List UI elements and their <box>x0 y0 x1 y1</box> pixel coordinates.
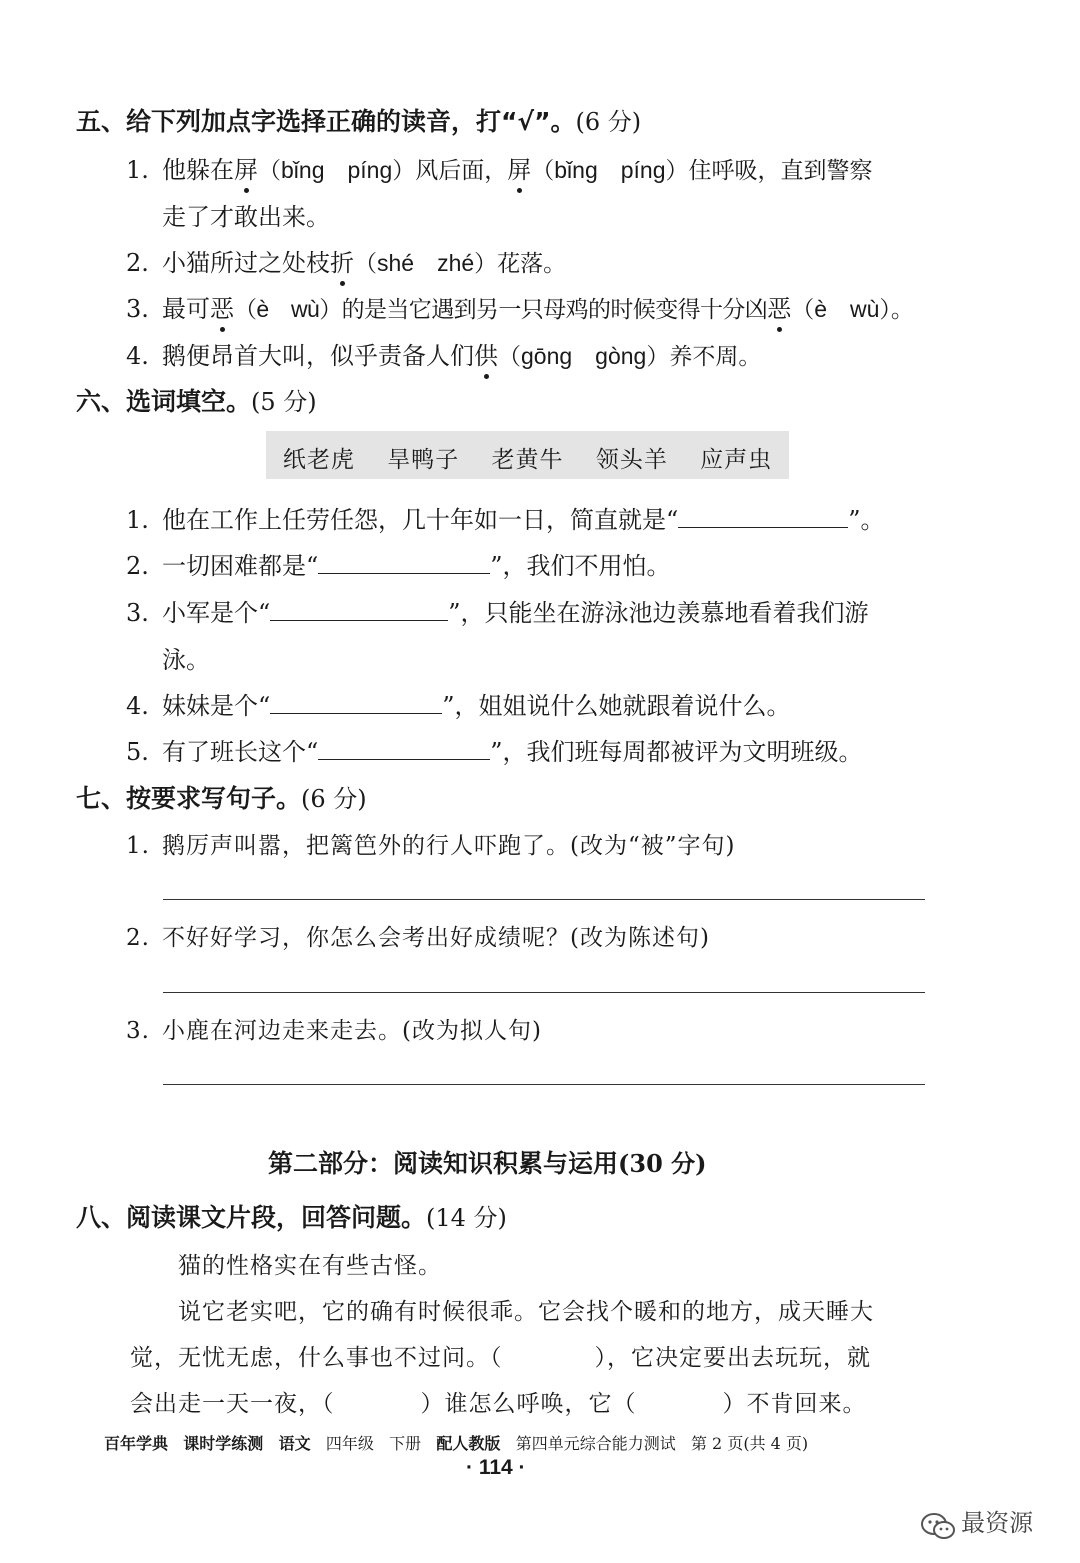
section8-score: (14 分) <box>426 1204 507 1232</box>
s7-item-3 <box>126 1012 542 1045</box>
part2-heading <box>268 1144 706 1180</box>
passage-text: ），它决定要出去玩玩，就 <box>594 1345 871 1371</box>
word-option: 旱鸭子 <box>387 447 460 473</box>
passage-line-1: 猫的性格实在有些古怪。 <box>178 1253 442 1279</box>
fill-blank[interactable] <box>270 691 442 714</box>
passage-line-2: 说它老实吧，它的确有时候很乖。它会找个暖和的地方，成天睡大 <box>178 1299 874 1325</box>
passage-text: ）谁怎么呼唤，它（ <box>420 1391 637 1417</box>
answer-line[interactable] <box>163 1084 925 1085</box>
section6-score: (5 分) <box>251 388 317 416</box>
item-text: ”，姐姐说什么她就跟着说什么。 <box>442 692 791 720</box>
footer-brand: 百年学典 <box>104 1434 169 1453</box>
s5-item-1-cont: 走了才敢出来。 <box>162 203 330 231</box>
footer-grade: 四年级 <box>325 1434 374 1453</box>
pinyin-options[interactable]: （bǐng píng）风后面， <box>258 157 508 183</box>
s6-item-1 <box>126 500 885 535</box>
dotted-char: 恶 <box>767 295 792 323</box>
section8-title: 八、阅读课文片段，回答问题。 <box>76 1203 427 1232</box>
word-option: 老黄牛 <box>491 447 564 473</box>
item-text: 一切困难都是“ <box>162 552 319 580</box>
s6-item-3-cont: 泳。 <box>162 646 210 674</box>
item-text: 小军是个“ <box>162 599 271 627</box>
watermark-text: 最资源 <box>961 1509 1034 1537</box>
item-number: 3. <box>126 1018 150 1044</box>
s5-item-3 <box>126 289 914 324</box>
dotted-char: 屏 <box>507 156 532 184</box>
item-text: 不好好学习，你怎么会考出好成绩呢？(改为陈述句) <box>162 925 710 951</box>
fill-blank[interactable] <box>318 551 490 574</box>
item-number: 2. <box>126 552 149 580</box>
item-number: 1. <box>126 156 149 184</box>
item-text: 最可 <box>162 295 210 323</box>
item-text: ”。 <box>848 506 885 534</box>
pinyin-options[interactable]: （è wù）。 <box>791 296 914 322</box>
item-text: 他躲在 <box>162 156 234 184</box>
s7-item-2 <box>126 919 710 952</box>
s7-item-1 <box>126 827 735 860</box>
passage-line-4 <box>130 1385 867 1418</box>
fill-blank[interactable] <box>678 505 848 528</box>
pinyin-options[interactable]: （shé zhé）花落。 <box>354 250 567 276</box>
item-number: 1. <box>126 506 149 534</box>
word-option: 纸老虎 <box>282 447 355 473</box>
s5-item-1 <box>126 150 873 185</box>
watermark <box>920 1503 1033 1542</box>
word-option: 领头羊 <box>595 447 668 473</box>
dotted-char: 恶 <box>210 295 234 323</box>
footer-page-info: 第 2 页(共 4 页) <box>690 1434 809 1453</box>
item-number: 2. <box>126 925 150 951</box>
section5-title: 五、给下列加点字选择正确的读音，打“√”。 <box>76 107 576 136</box>
item-text: 小猫所过之处枝 <box>162 249 330 277</box>
section6-title: 六、选词填空。 <box>76 387 252 416</box>
item-text: 他在工作上任劳任怨，几十年如一日，简直就是“ <box>162 506 679 534</box>
item-text: ”，我们班每周都被评为文明班级。 <box>490 738 863 766</box>
item-text: 鹅厉声叫嚣，把篱笆外的行人吓跑了。(改为“被”字句) <box>162 833 736 859</box>
dotted-char: 折 <box>330 249 354 277</box>
passage-text: 觉，无忧无虑，什么事也不过问。（ <box>130 1345 503 1371</box>
section7-title: 七、按要求写句子。 <box>76 784 302 813</box>
word-bank <box>266 431 789 479</box>
part2-title: 第二部分：阅读知识积累与运用 <box>268 1149 619 1178</box>
item-text: 有了班长这个“ <box>162 738 319 766</box>
item-text: 小鹿在河边走来走去。(改为拟人句) <box>162 1018 542 1044</box>
s6-item-5 <box>126 732 863 767</box>
item-text: 鹅便昂首大叫，似乎责备人们 <box>162 342 474 370</box>
passage-text: 会出走一天一夜，（ <box>130 1391 335 1417</box>
s6-item-2 <box>126 546 671 581</box>
s5-item-4 <box>126 336 761 371</box>
wechat-icon <box>920 1512 956 1542</box>
footer-subject: 语文 <box>278 1434 311 1453</box>
dotted-char: 供 <box>474 342 498 370</box>
passage-text: ）不肯回来。 <box>722 1391 867 1417</box>
footer-test: 第四单元综合能力测试 <box>515 1434 676 1453</box>
section5-score: (6 分) <box>575 108 642 136</box>
fill-blank[interactable] <box>270 598 448 621</box>
item-text: 妹妹是个“ <box>162 692 271 720</box>
item-number: 5. <box>126 738 149 766</box>
fill-blank[interactable] <box>318 737 490 760</box>
s6-item-3 <box>126 593 869 628</box>
passage-line-3 <box>130 1339 871 1372</box>
item-text: ”，我们不用怕。 <box>490 552 671 580</box>
pinyin-options[interactable]: （è wù）的是当它遇到另一只母鸡的时候变得十分凶 <box>234 296 768 322</box>
section5-heading <box>76 102 641 138</box>
footer-edition: 配人教版 <box>436 1434 501 1453</box>
item-number: 1. <box>126 833 150 859</box>
item-number: 3. <box>126 599 149 627</box>
section8-heading <box>76 1198 507 1234</box>
pinyin-options[interactable]: （bǐng píng）住呼吸，直到警察 <box>531 157 873 183</box>
s6-item-4 <box>126 686 791 721</box>
item-number: 4. <box>126 342 149 370</box>
item-number: 2. <box>126 249 149 277</box>
item-text: ”，只能坐在游泳池边羡慕地看着我们游 <box>448 599 869 627</box>
section7-score: (6 分) <box>301 785 367 813</box>
answer-line[interactable] <box>163 992 925 993</box>
section7-heading <box>76 779 367 815</box>
dotted-char: 屏 <box>234 156 258 184</box>
section6-heading <box>76 382 317 418</box>
pinyin-options[interactable]: （gōng gòng）养不周。 <box>498 343 762 369</box>
item-number: 3. <box>126 295 149 323</box>
page-footer <box>104 1431 808 1454</box>
part2-score: (30 分) <box>618 1149 707 1178</box>
s5-item-2 <box>126 243 566 278</box>
page-number: · 114 · <box>466 1456 526 1479</box>
word-option: 应声虫 <box>700 447 773 473</box>
footer-term: 下册 <box>389 1434 422 1453</box>
footer-series: 课时学练测 <box>183 1434 264 1453</box>
answer-line[interactable] <box>163 899 925 900</box>
item-number: 4. <box>126 692 149 720</box>
